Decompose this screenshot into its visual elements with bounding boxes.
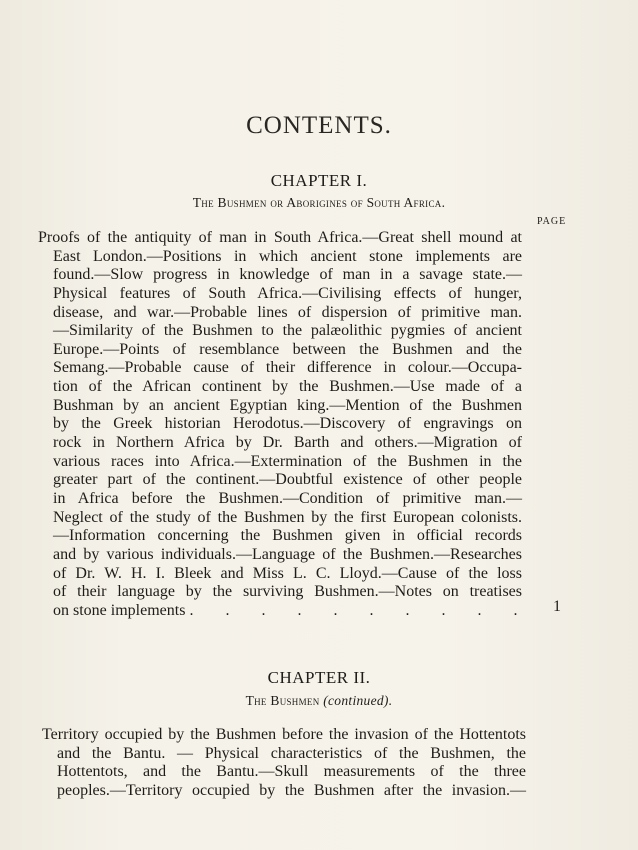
- chapter-2-subtitle: [0, 693, 638, 709]
- chapter-1-summary: [38, 229, 532, 620]
- chapter-2-heading: CHAPTER II.: [267, 668, 371, 687]
- page-title: CONTENTS.: [246, 112, 392, 139]
- dot-leaders: . . . . . . . . . .: [189, 601, 532, 619]
- summary-line-last: [38, 601, 532, 621]
- summary-line: Physical features of South Africa.—Civilising effects of hunger,: [53, 284, 522, 302]
- summary-line: East London.—Positions in which ancient stone implements are: [53, 247, 522, 265]
- summary-line: Semang.—Probable cause of their difference in colour.—Occupa-: [53, 359, 522, 377]
- summary-line: and the Bantu. — Physical characteristics of the Bushmen, the: [57, 744, 526, 762]
- summary-line: greater part of the continent.—Doubtful existence of other people: [53, 471, 522, 489]
- summary-line: of Dr. W. H. I. Bleek and Miss L. C. Lloyd.—Cause of the loss: [53, 564, 522, 582]
- summary-line: tion of the African continent by the Bushmen.—Use made of a: [53, 378, 522, 396]
- summary-line: rock in Northern Africa by Dr. Barth and others.—Migration of: [53, 434, 522, 452]
- summary-line: of their language by the surviving Bushmen.—Notes on treatises: [53, 583, 522, 601]
- summary-line: various races into Africa.—Extermination of the Bushmen in the: [53, 452, 522, 470]
- summary-line: Hottentots, and the Bantu.—Skull measurements of the three: [57, 763, 526, 781]
- summary-line-text: on stone implements: [53, 601, 186, 619]
- summary-line: and by various individuals.—Language of the Bushmen.—Researches: [53, 545, 522, 563]
- chapter-1-subtitle: The Bushmen or Aborigines of South Africa.: [192, 195, 446, 210]
- summary-line: peoples.—Territory occupied by the Bushmen after the invasion.—: [57, 781, 526, 799]
- summary-line: found.—Slow progress in knowledge of man in a savage state.—: [53, 266, 522, 284]
- summary-line: in Africa before the Bushmen.—Condition of primitive man.—: [53, 489, 522, 507]
- page-number: 1: [553, 598, 561, 615]
- chapter-2-subtitle-italic: (continued).: [323, 693, 393, 708]
- chapter-2-subtitle-text: The Bushmen: [245, 693, 320, 708]
- summary-line: —Similarity of the Bushmen to the palæolithic pygmies of ancient: [53, 322, 522, 340]
- summary-line: —Information concerning the Bushmen given in official records: [53, 527, 522, 545]
- summary-line: disease, and war.—Probable lines of dispersion of primitive man.: [53, 303, 522, 321]
- summary-line: Europe.—Points of resemblance between the Bushmen and the: [53, 340, 522, 358]
- summary-line: Territory occupied by the Bushmen before the invasion of the Hottentots: [42, 726, 526, 743]
- chapter-2-summary: [42, 726, 526, 801]
- summary-line: Proofs of the antiquity of man in South Africa.—Great shell mound at: [38, 229, 522, 246]
- page-column-label: PAGE: [537, 216, 567, 227]
- summary-line: Neglect of the study of the Bushmen by the first European colonists.: [53, 508, 522, 526]
- chapter-1-heading: CHAPTER I.: [270, 171, 368, 190]
- summary-line: by the Greek historian Herodotus.—Discovery of engravings on: [53, 415, 522, 433]
- summary-line: Bushman by an ancient Egyptian king.—Mention of the Bushmen: [53, 396, 522, 414]
